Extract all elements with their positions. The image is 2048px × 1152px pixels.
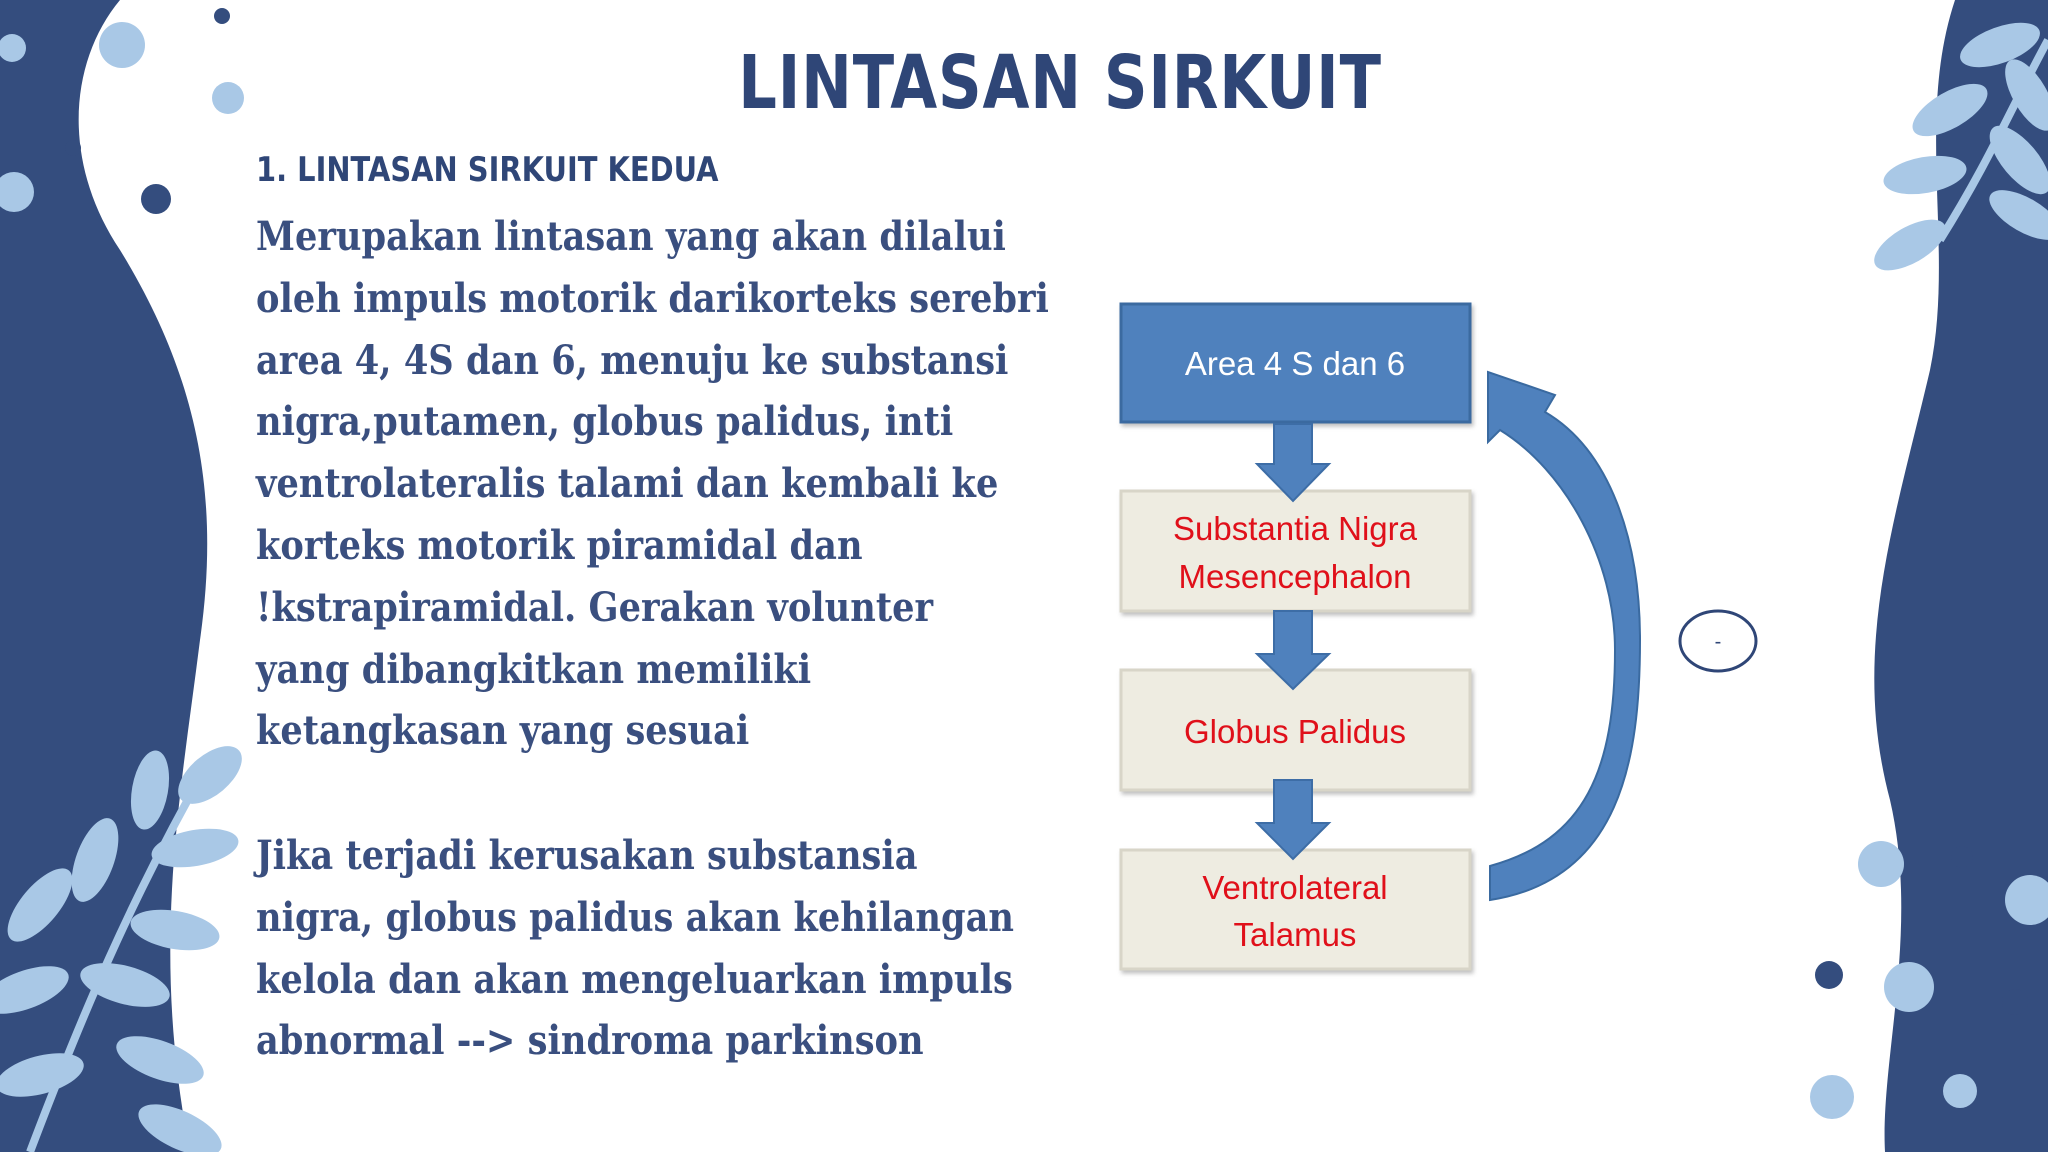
paragraph-line: Jika terjadi kerusakan substansia	[256, 832, 918, 879]
feedback-curved-arrow	[1488, 372, 1640, 900]
node-globus-label: Globus Palidus	[1184, 713, 1406, 750]
arrow-down-3	[1257, 780, 1329, 859]
paragraph-line: nigra, globus palidus akan kehilangan	[256, 893, 1015, 941]
paragraph-line: kelola dan akan mengeluarkan impuls	[256, 955, 1013, 1003]
paragraph-line: abnormal --> sindroma parkinson	[256, 1017, 924, 1065]
paragraph-line: area 4, 4S dan 6, menuju ke substansi	[256, 336, 1009, 384]
paragraph-line: !kstrapiramidal. Gerakan volunter	[256, 583, 934, 631]
node-substantia-label-line1: Substantia Nigra	[1173, 510, 1417, 547]
node-ventro-label-line1: Ventrolateral	[1202, 869, 1388, 906]
paragraph-line: yang dibangkitkan memiliki	[256, 645, 812, 693]
node-area-label: Area 4 S dan 6	[1184, 345, 1406, 382]
paragraph-line: Merupakan lintasan yang akan dilalui	[256, 213, 1006, 260]
paragraph-line: nigra,putamen, globus palidus, inti	[256, 398, 954, 446]
paragraph-line: ventrolateralis talami dan kembali ke	[256, 460, 999, 508]
feedback-sign-label: -	[1714, 631, 1722, 653]
paragraph-line: ketangkasan yang sesuai	[256, 707, 750, 755]
node-ventro-label-line2: Talamus	[1233, 916, 1357, 953]
paragraph-line: oleh impuls motorik darikorteks serebri	[256, 274, 1049, 322]
slide-title: LINTASAN SIRKUIT	[738, 40, 1382, 126]
section-heading: 1. LINTASAN SIRKUIT KEDUA	[256, 150, 719, 190]
paragraph-line: korteks motorik piramidal dan	[256, 521, 863, 569]
arrow-down-1	[1257, 424, 1329, 501]
node-substantia-label-line2: Mesencephalon	[1178, 558, 1412, 595]
